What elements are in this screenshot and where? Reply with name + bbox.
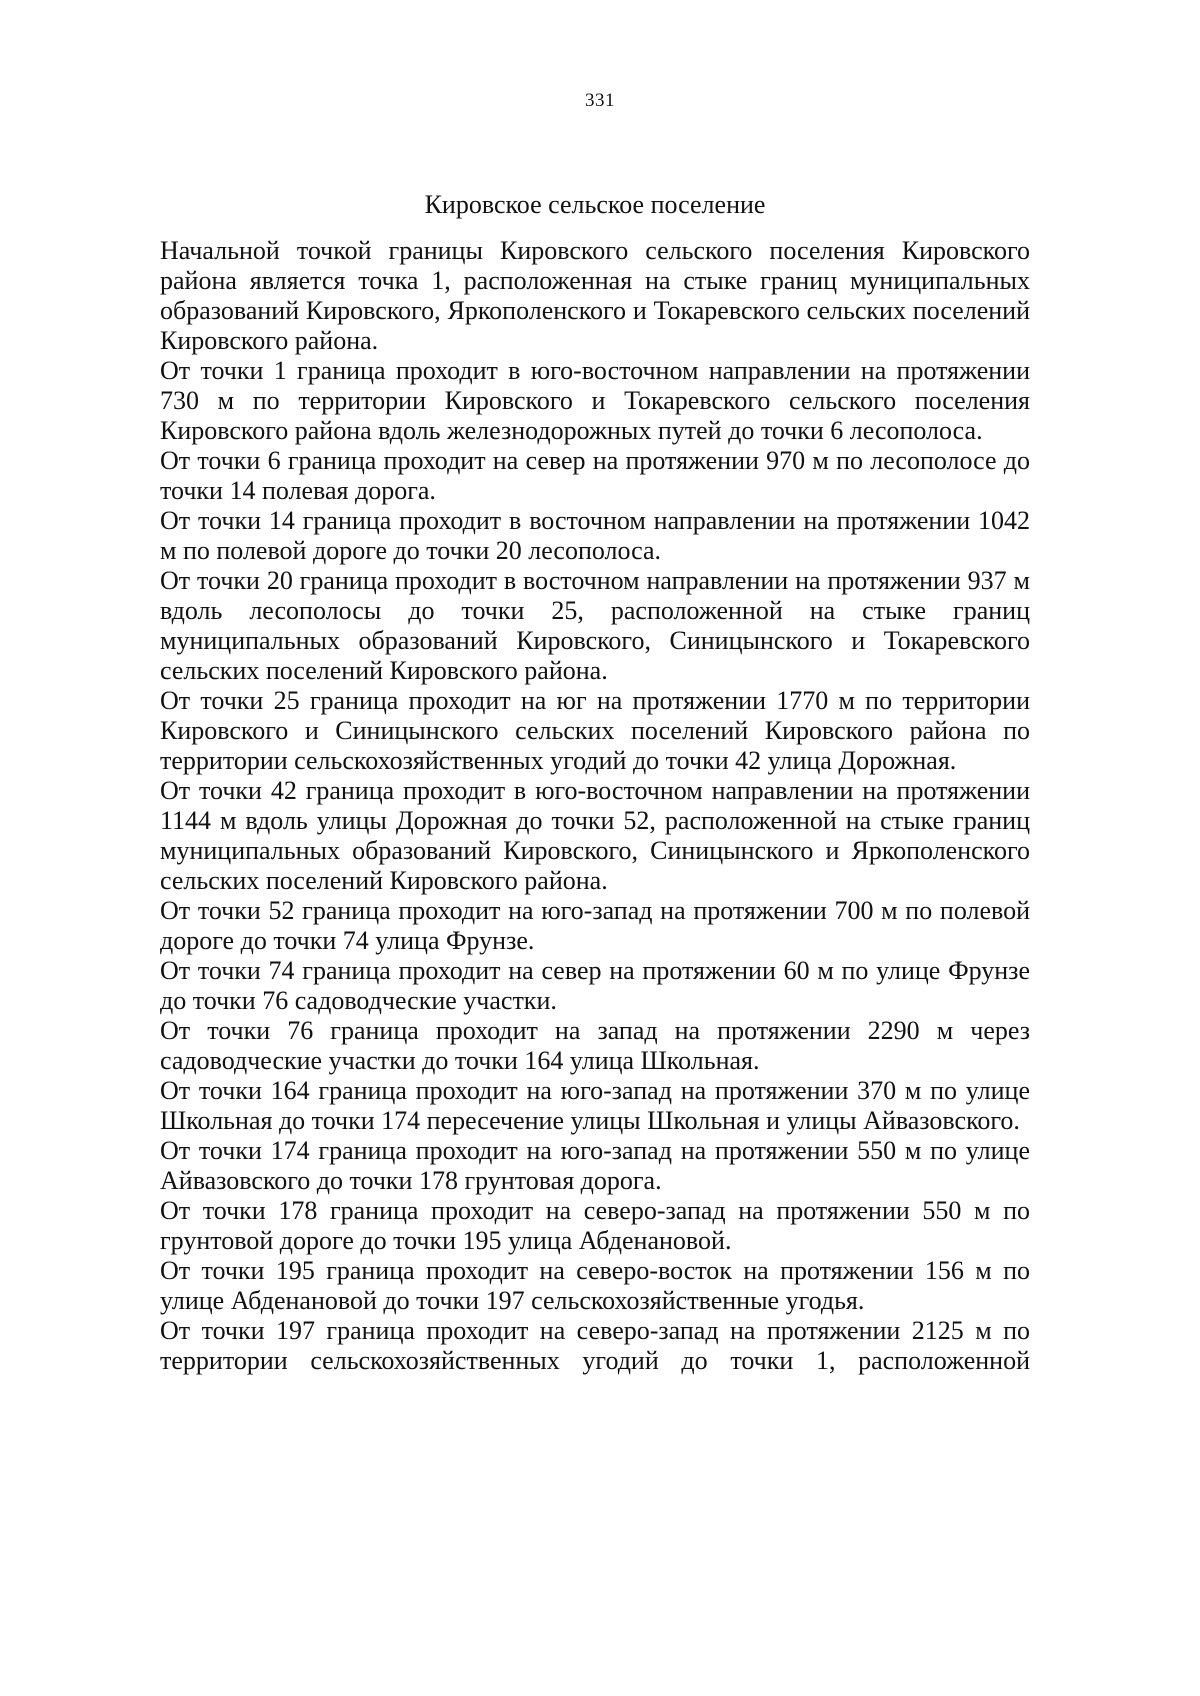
document-title: Кировское сельское поселение bbox=[424, 190, 766, 219]
paragraph-point-6: От точки 6 граница проходит на север на протяжении 970 м по лесополосе до точки 14 полевая дорога. bbox=[160, 446, 1030, 505]
paragraph-point-25: От точки 25 граница проходит на юг на протяжении 1770 м по территории Кировского и Синицынского сельских поселений Кировского района по территории сельскохозяйственных угодий до точки 42 улица Дорожная. bbox=[160, 686, 1030, 775]
paragraph-point-42: От точки 42 граница проходит в юго-восточном направлении на протяжении 1144 м вдоль улицы Дорожная до точки 52, расположенной на стыке границ муниципальных образований Кировского, Синицынского и Яркополенского сельских поселений Кировского района. bbox=[160, 776, 1030, 895]
paragraph-point-1: От точки 1 граница проходит в юго-восточном направлении на протяжении 730 м по территории Кировского и Токаревского сельского поселения Кировского района вдоль железнодорожных путей до точки 6 лесополоса. bbox=[160, 356, 1030, 445]
paragraph-point-76: От точки 76 граница проходит на запад на протяжении 2290 м через садоводческие участки до точки 164 улица Школьная. bbox=[160, 1016, 1030, 1075]
paragraph-intro: Начальной точкой границы Кировского сельского поселения Кировского района является точка 1, расположенная на стыке границ муниципальных образований Кировского, Яркополенского и Токаревского сельских поселений Кировского района. bbox=[160, 236, 1030, 355]
document-body bbox=[160, 236, 1030, 1376]
paragraph-point-74: От точки 74 граница проходит на север на протяжении 60 м по улице Фрунзе до точки 76 садоводческие участки. bbox=[160, 956, 1030, 1015]
paragraph-point-52: От точки 52 граница проходит на юго-запад на протяжении 700 м по полевой дороге до точки 74 улица Фрунзе. bbox=[160, 896, 1030, 955]
paragraph-point-197: От точки 197 граница проходит на северо-запад на протяжении 2125 м по территории сельскохозяйственных угодий до точки 1, расположенной bbox=[160, 1316, 1030, 1375]
paragraph-point-14: От точки 14 граница проходит в восточном направлении на протяжении 1042 м по полевой дороге до точки 20 лесополоса. bbox=[160, 506, 1030, 565]
paragraph-point-20: От точки 20 граница проходит в восточном направлении на протяжении 937 м вдоль лесополосы до точки 25, расположенной на стыке границ муниципальных образований Кировского, Синицынского и Токаревского сельских поселений Кировского района. bbox=[160, 566, 1030, 685]
paragraph-point-174: От точки 174 граница проходит на юго-запад на протяжении 550 м по улице Айвазовского до точки 178 грунтовая дорога. bbox=[160, 1136, 1030, 1195]
page-number: 331 bbox=[585, 90, 615, 111]
paragraph-point-164: От точки 164 граница проходит на юго-запад на протяжении 370 м по улице Школьная до точки 174 пересечение улицы Школьная и улицы Айвазовского. bbox=[160, 1076, 1030, 1135]
paragraph-point-195: От точки 195 граница проходит на северо-восток на протяжении 156 м по улице Абденановой до точки 197 сельскохозяйственные угодья. bbox=[160, 1256, 1030, 1315]
paragraph-point-178: От точки 178 граница проходит на северо-запад на протяжении 550 м по грунтовой дороге до точки 195 улица Абденановой. bbox=[160, 1196, 1030, 1255]
